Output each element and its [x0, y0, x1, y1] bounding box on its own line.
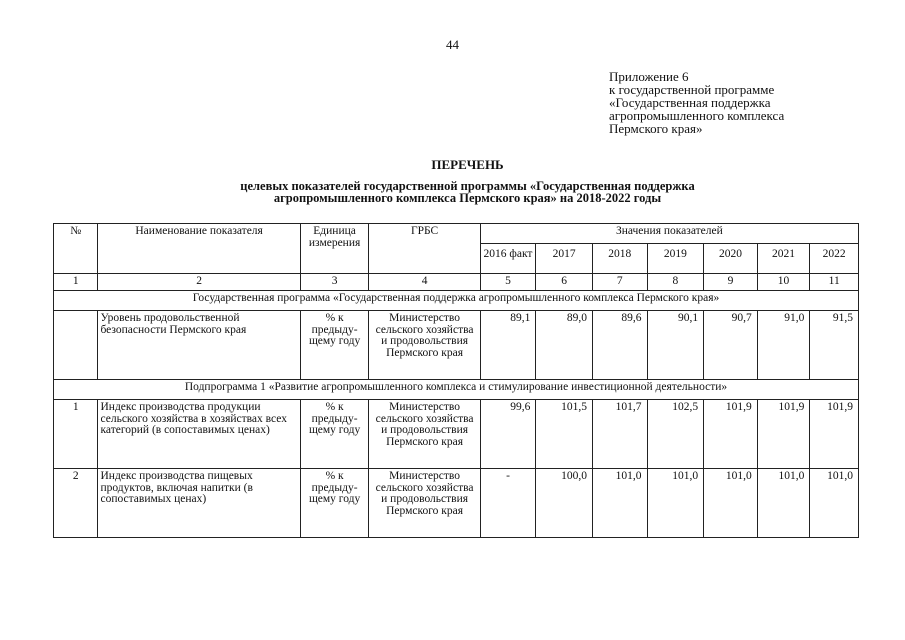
header-unit: Единица измерения [300, 224, 369, 274]
appendix-line: к государственной программе [609, 82, 775, 97]
header-values: Значения показателей [480, 224, 858, 244]
section-subprogram-title: Подпрограмма 1 «Развитие агропромышленного комплекса и стимулирование инвестиционной деятельности» [54, 380, 859, 400]
page-number: 44 [446, 37, 459, 52]
header-year: 2018 [592, 244, 647, 274]
header-year: 2022 [810, 244, 859, 274]
appendix-line: Приложение 6 [609, 69, 689, 84]
column-number: 5 [480, 274, 536, 291]
indicator-grbs: Министерство сельского хозяйства и продовольствия Пермского края [369, 400, 480, 469]
header-grbs: ГРБС [369, 224, 480, 274]
value-cell: - [480, 469, 536, 538]
value-cell: 100,0 [536, 469, 593, 538]
table-row [54, 400, 859, 469]
appendix-note [609, 70, 784, 135]
value-cell: 89,1 [480, 311, 536, 380]
value-cell: 91,0 [757, 311, 810, 380]
appendix-line: «Государственная поддержка [609, 95, 771, 110]
header-year: 2017 [536, 244, 593, 274]
table-row [54, 311, 859, 380]
value-cell: 101,0 [704, 469, 758, 538]
indicator-name: Индекс производства пищевых продуктов, включая напитки (в сопоставимых ценах) [98, 469, 300, 538]
appendix-line: Пермского края» [609, 121, 703, 136]
header-num: № [54, 224, 98, 274]
column-number: 6 [536, 274, 593, 291]
indicator-unit: % к предыду-щему году [300, 400, 369, 469]
value-cell: 101,9 [810, 400, 859, 469]
value-cell: 101,0 [647, 469, 704, 538]
column-number: 11 [810, 274, 859, 291]
header-name: Наименование показателя [98, 224, 300, 274]
value-cell: 90,1 [647, 311, 704, 380]
header-year: 2016 факт [480, 244, 536, 274]
table-row [54, 469, 859, 538]
column-number: 8 [647, 274, 704, 291]
indicator-grbs: Министерство сельского хозяйства и продовольствия Пермского края [369, 311, 480, 380]
document-title: ПЕРЕЧЕНЬ [431, 157, 504, 172]
column-number: 1 [54, 274, 98, 291]
value-cell: 89,0 [536, 311, 593, 380]
value-cell: 101,9 [704, 400, 758, 469]
value-cell: 90,7 [704, 311, 758, 380]
table-header-row [54, 224, 859, 244]
subtitle-line: агропромышленного комплекса Пермского края» на 2018-2022 годы [273, 191, 662, 205]
document-subtitle [0, 180, 905, 204]
column-number: 3 [300, 274, 369, 291]
appendix-line: агропромышленного комплекса [609, 108, 785, 123]
indicator-name: Индекс производства продукции сельского хозяйства в хозяйствах всех категорий (в сопоставимых ценах) [98, 400, 300, 469]
row-num: 2 [54, 469, 98, 538]
value-cell: 101,0 [810, 469, 859, 538]
value-cell: 99,6 [480, 400, 536, 469]
column-number: 4 [369, 274, 480, 291]
column-number: 9 [704, 274, 758, 291]
value-cell: 101,0 [592, 469, 647, 538]
value-cell: 91,5 [810, 311, 859, 380]
row-num [54, 311, 98, 380]
header-year: 2021 [757, 244, 810, 274]
column-number: 10 [757, 274, 810, 291]
column-number: 7 [592, 274, 647, 291]
value-cell: 101,9 [757, 400, 810, 469]
value-cell: 89,6 [592, 311, 647, 380]
indicator-grbs: Министерство сельского хозяйства и продовольствия Пермского края [369, 469, 480, 538]
section-row-program [54, 291, 859, 311]
section-row-subprogram [54, 380, 859, 400]
column-numbers-row [54, 274, 859, 291]
value-cell: 102,5 [647, 400, 704, 469]
subtitle-line: целевых показателей государственной программы «Государственная поддержка [240, 179, 695, 193]
indicator-unit: % к предыду-щему году [300, 469, 369, 538]
indicator-unit: % к предыду-щему году [300, 311, 369, 380]
indicators-table [53, 223, 859, 538]
value-cell: 101,0 [757, 469, 810, 538]
indicator-name: Уровень продовольственной безопасности Пермского края [98, 311, 300, 380]
value-cell: 101,7 [592, 400, 647, 469]
header-year: 2019 [647, 244, 704, 274]
row-num: 1 [54, 400, 98, 469]
section-program-title: Государственная программа «Государственная поддержка агропромышленного комплекса Пермского края» [54, 291, 859, 311]
value-cell: 101,5 [536, 400, 593, 469]
column-number: 2 [98, 274, 300, 291]
header-year: 2020 [704, 244, 758, 274]
